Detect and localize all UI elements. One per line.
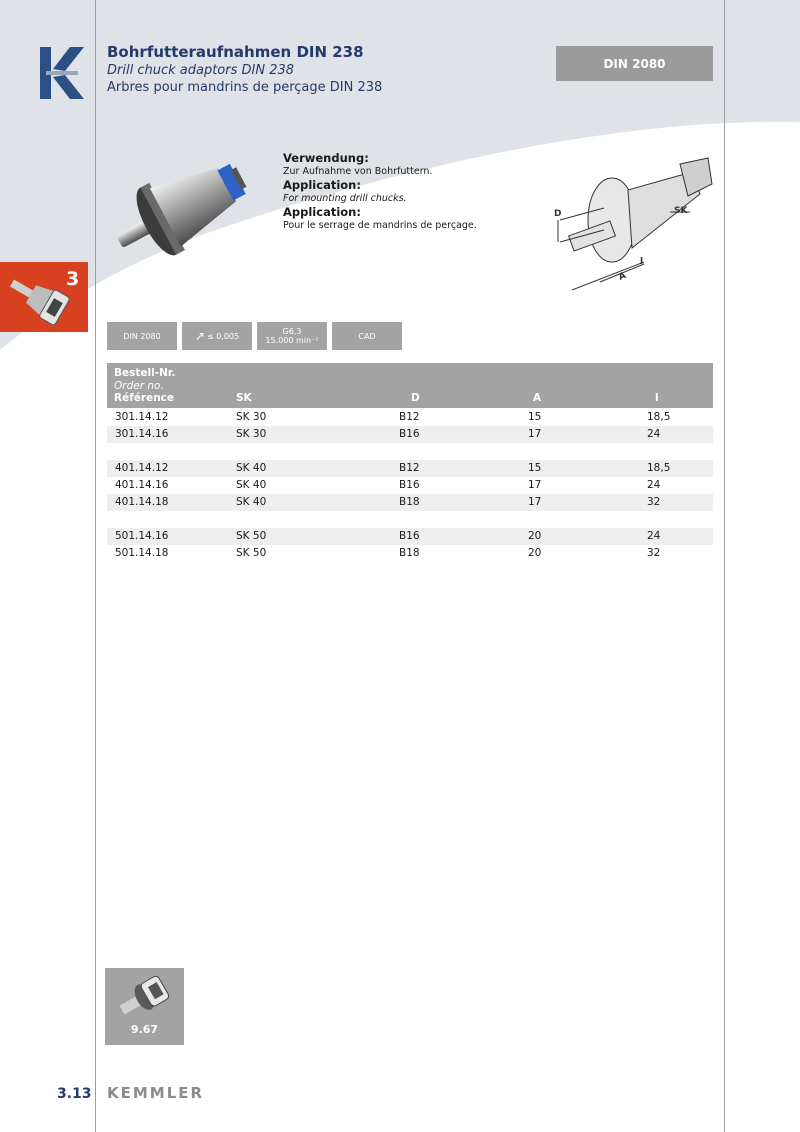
cell-l: 18,5 [647, 462, 671, 474]
cell-sk: SK 30 [236, 411, 267, 423]
spec-balance [257, 322, 327, 350]
drill-chuck-adaptor-image [105, 147, 253, 272]
standard-badge: DIN 2080 [556, 46, 713, 81]
title-german: Bohrfutteraufnahmen DIN 238 [107, 43, 364, 61]
cell-a: 17 [528, 428, 542, 440]
cell-a: 15 [528, 411, 542, 423]
col-l: l [655, 392, 659, 404]
col-ref-de: Bestell-Nr. [114, 367, 176, 379]
col-a: A [533, 392, 542, 404]
table-row[interactable] [107, 409, 713, 426]
spec-balance-grade: G6,3 [282, 327, 302, 336]
usage-text-de: Zur Aufnahme von Bohrfuttern. [283, 166, 433, 177]
spec-balance-speed: 15.000 min⁻¹ [265, 336, 319, 345]
usage-heading-fr: Application: [283, 205, 361, 219]
cell-a: 17 [528, 496, 542, 508]
usage-text-en: For mounting drill chucks. [283, 193, 407, 204]
kemmler-logo-icon [40, 47, 84, 99]
usage-heading-en: Application: [283, 178, 361, 192]
cell-d: B18 [399, 496, 420, 508]
section-number: 3 [66, 268, 80, 290]
cell-ref: 401.14.12 [115, 462, 169, 474]
table-row[interactable] [107, 426, 713, 443]
drawing-label-l: l [640, 257, 644, 267]
cell-l: 24 [647, 530, 661, 542]
spec-standard: DIN 2080 [107, 322, 177, 350]
technical-drawing [542, 150, 714, 300]
cell-a: 17 [528, 479, 542, 491]
collet-chuck-icon [105, 968, 184, 1028]
cell-sk: SK 50 [236, 530, 267, 542]
title-english: Drill chuck adaptors DIN 238 [107, 63, 295, 78]
cell-ref: 301.14.12 [115, 411, 169, 423]
right-margin-line [724, 0, 725, 1132]
cell-l: 18,5 [647, 411, 671, 423]
cell-a: 20 [528, 547, 542, 559]
cell-ref: 401.14.18 [115, 496, 169, 508]
cell-d: B12 [399, 462, 420, 474]
spec-runout-value: ≤ 0,005 [206, 331, 240, 341]
cell-l: 32 [647, 496, 661, 508]
col-ref-fr: Référence [114, 392, 175, 404]
cell-l: 32 [647, 547, 661, 559]
cell-ref: 301.14.16 [115, 428, 169, 440]
cell-sk: SK 40 [236, 479, 267, 491]
cell-d: B16 [399, 428, 420, 440]
related-product-ref: 9.67 [130, 1023, 159, 1036]
cell-d: B16 [399, 479, 420, 491]
cell-d: B12 [399, 411, 420, 423]
page-number: 3.13 [57, 1086, 92, 1102]
table-row[interactable] [107, 460, 713, 477]
left-margin-line [95, 0, 96, 1132]
usage-heading-de: Verwendung: [283, 151, 369, 165]
cell-ref: 501.14.18 [115, 547, 169, 559]
cell-d: B16 [399, 530, 420, 542]
cell-sk: SK 40 [236, 496, 267, 508]
drawing-label-d: D [554, 209, 562, 219]
col-ref-en: Order no. [114, 380, 164, 392]
table-row[interactable] [107, 494, 713, 511]
table-row[interactable] [107, 545, 713, 562]
cell-d: B18 [399, 547, 420, 559]
drawing-label-sk: SK [674, 206, 688, 216]
cell-sk: SK 30 [236, 428, 267, 440]
cell-l: 24 [647, 428, 661, 440]
runout-arrow-icon: ↗ [194, 328, 205, 343]
cell-sk: SK 50 [236, 547, 267, 559]
col-d: D [411, 392, 420, 404]
table-row[interactable] [107, 528, 713, 545]
cell-l: 24 [647, 479, 661, 491]
table-header [107, 363, 713, 408]
usage-text-fr: Pour le serrage de mandrins de perçage. [283, 220, 477, 231]
cell-sk: SK 40 [236, 462, 267, 474]
cell-ref: 501.14.16 [115, 530, 169, 542]
usage-description [283, 151, 543, 232]
spec-runout [182, 322, 252, 350]
cad-button[interactable]: CAD [332, 322, 402, 350]
title-french: Arbres pour mandrins de perçage DIN 238 [107, 80, 383, 95]
cell-a: 20 [528, 530, 542, 542]
col-sk: SK [236, 392, 252, 404]
drawing-label-a: A [617, 270, 628, 283]
table-row[interactable] [107, 477, 713, 494]
cell-a: 15 [528, 462, 542, 474]
brand-name: KEMMLER [107, 1084, 205, 1102]
cell-ref: 401.14.16 [115, 479, 169, 491]
